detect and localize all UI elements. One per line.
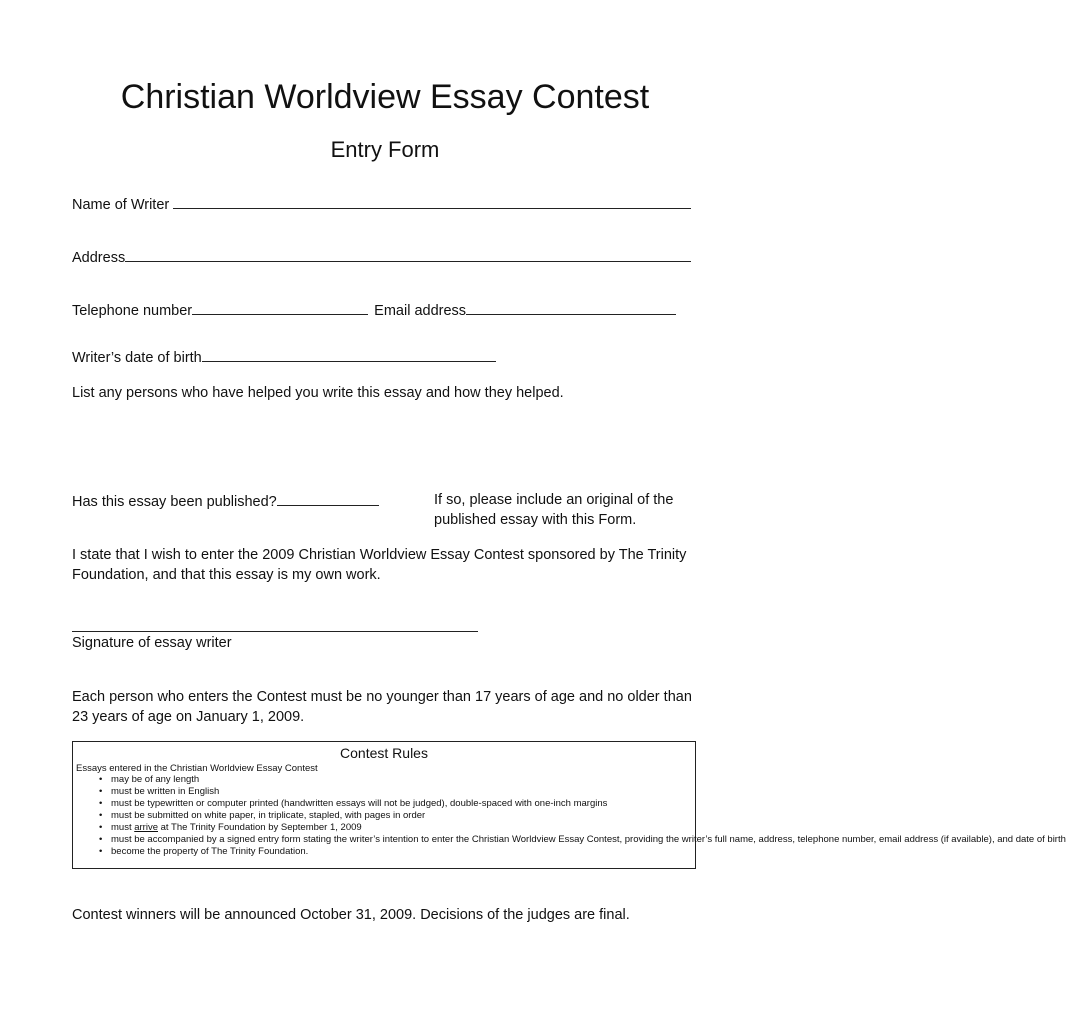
address-row xyxy=(72,248,691,266)
entry-statement: I state that I wish to enter the 2009 Christian Worldview Essay Contest sponsored by The Trinity Foundation, and that this essay is my own work. xyxy=(72,547,687,583)
bullet-icon: • xyxy=(99,822,103,833)
dob-row xyxy=(72,348,496,366)
rule-item: • must be typewritten or computer printed (handwritten essays will not be judged), double-spaced with one-inch margins xyxy=(99,798,608,809)
published-question: Has this essay been published? xyxy=(72,494,277,510)
bullet-icon: • xyxy=(99,786,103,797)
published-row xyxy=(72,492,379,510)
rule-item: • become the property of The Trinity Foundation. xyxy=(99,846,309,857)
signature-line[interactable] xyxy=(72,631,478,632)
rule-item: • must be written in English xyxy=(99,786,220,797)
rule-item: • must be submitted on white paper, in triplicate, stapled, with pages in order xyxy=(99,810,426,821)
signature-label: Signature of essay writer xyxy=(72,635,232,651)
rules-list xyxy=(99,774,1066,858)
announcement: Contest winners will be announced October 31, 2009. Decisions of the judges are final. xyxy=(72,907,630,923)
dob-field[interactable] xyxy=(202,348,496,362)
name-label: Name of Writer xyxy=(72,197,170,213)
helpers-prompt: List any persons who have helped you write this essay and how they helped. xyxy=(72,385,564,401)
published-field[interactable] xyxy=(277,492,379,506)
bullet-icon: • xyxy=(99,846,103,857)
rule-item: • may be of any length xyxy=(99,774,200,785)
contest-rules-box xyxy=(72,741,1066,869)
bullet-icon: • xyxy=(99,810,103,821)
name-row xyxy=(72,195,691,213)
bullet-icon: • xyxy=(99,834,103,845)
bullet-icon: • xyxy=(99,798,103,809)
published-note: If so, please include an original of the published essay with this Form. xyxy=(434,492,674,528)
email-label: Email address xyxy=(374,303,467,319)
telephone-label: Telephone number xyxy=(72,303,193,319)
rule-item: • must be accompanied by a signed entry form stating the writer’s intention to enter the Christian Worldview Essay Contest, providing the writer’s full name, address, telephone number, email address (if available), and date of birth xyxy=(99,834,1066,845)
rule-item: • must arrive at The Trinity Foundation by September 1, 2009 xyxy=(99,822,362,833)
arrive-emphasis: arrive xyxy=(134,822,158,833)
helpers-answer-area[interactable] xyxy=(72,408,696,478)
name-field[interactable] xyxy=(173,195,691,209)
form-title: Christian Worldview Essay Contest xyxy=(120,78,650,116)
age-requirement: Each person who enters the Contest must be no younger than 17 years of age and no older than 23 years of age on January 1, 2009. xyxy=(72,689,692,725)
contact-row xyxy=(72,301,676,319)
dob-label: Writer’s date of birth xyxy=(72,350,202,366)
form-subtitle: Entry Form xyxy=(330,137,440,162)
email-field[interactable] xyxy=(466,301,676,315)
bullet-icon: • xyxy=(99,774,103,785)
address-label: Address xyxy=(72,250,126,266)
rules-intro: Essays entered in the Christian Worldview Essay Contest xyxy=(76,763,318,774)
address-field[interactable] xyxy=(125,248,691,262)
rules-title: Contest Rules xyxy=(340,745,428,761)
telephone-field[interactable] xyxy=(192,301,368,315)
